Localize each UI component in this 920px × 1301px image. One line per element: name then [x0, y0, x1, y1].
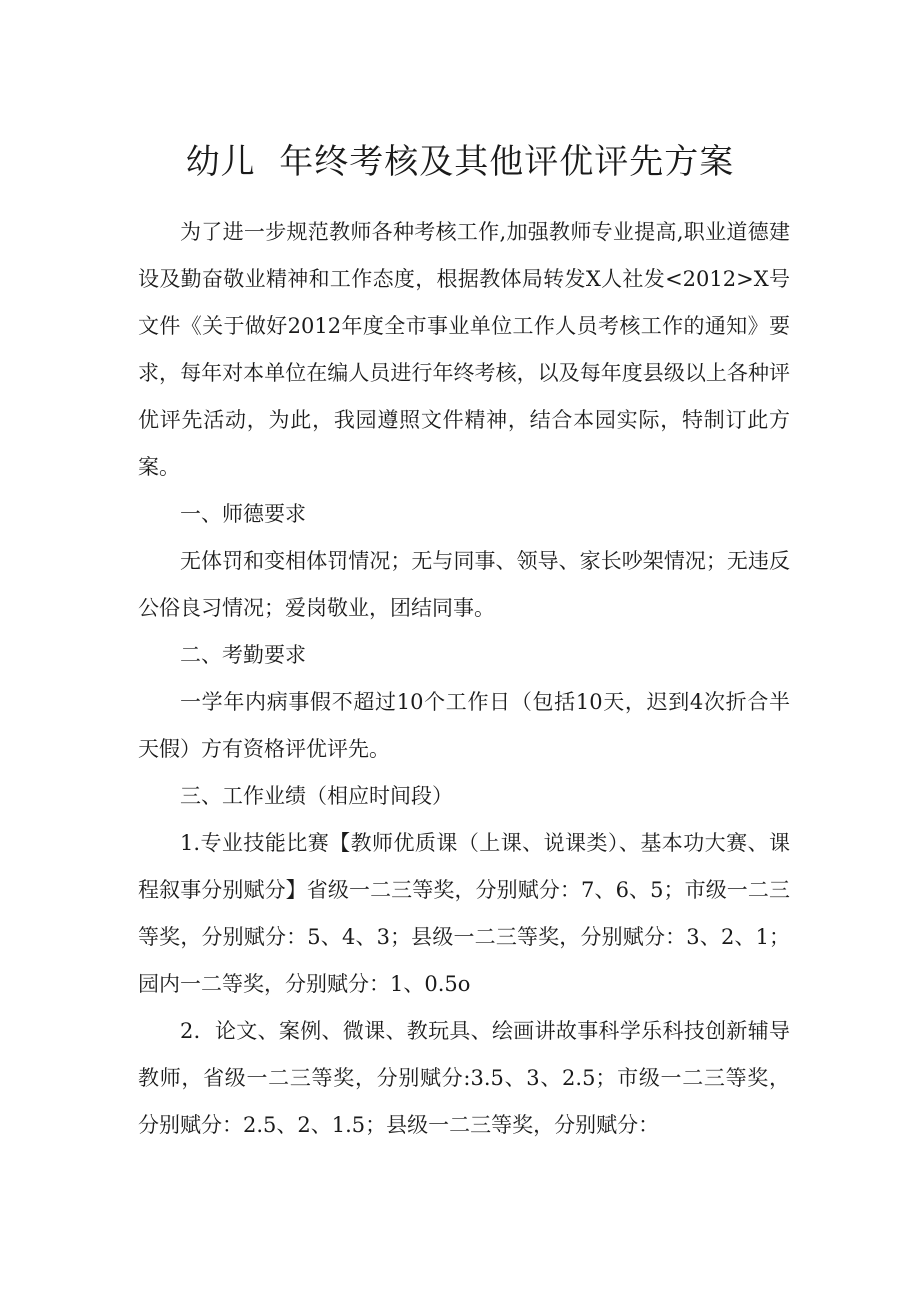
ethics-paragraph: 无体罚和变相体罚情况；无与同事、领导、家长吵架情况；无违反公俗良习情况；爱岗敬业，团结同事。	[138, 549, 790, 620]
attendance-paragraph: 一学年内病事假不超过10个工作日（包括10天，迟到4次折合半天假）方有资格评优评先。	[138, 690, 790, 761]
document-body	[138, 209, 790, 1149]
section-heading-performance: 三、工作业绩（相应时间段）	[180, 784, 453, 808]
section-heading-attendance: 二、考勤要求	[180, 643, 306, 667]
section-heading-ethics: 一、师德要求	[180, 502, 306, 526]
performance-item-2: 2．论文、案例、微课、教玩具、绘画讲故事科学乐科技创新辅导教师，省级一二三等奖，分别赋分:3.5、3、2.5；市级一二三等奖，分别赋分：2.5、2、1.5；县级一二三等奖，分别赋分：	[138, 1019, 790, 1137]
document-title: 幼儿 年终考核及其他评优评先方案	[185, 142, 735, 182]
performance-item-1: 1.专业技能比赛【教师优质课（上课、说课类）、基本功大赛、课程叙事分别赋分】省级一二三等奖，分别赋分：7、6、5；市级一二三等奖，分别赋分：5、4、3；县级一二三等奖，分别赋分：3、2、1；园内一二等奖，分别赋分：1、0.5o	[138, 831, 790, 996]
intro-paragraph: 为了进一步规范教师各种考核工作,加强教师专业提高,职业道德建设及勤奋敬业精神和工作态度，根据教体局转发X人社发<2012>X号文件《关于做好2012年度全市事业单位工作人员考核工作的通知》要求，每年对本单位在编人员进行年终考核，以及每年度县级以上各种评优评先活动，为此，我园遵照文件精神，结合本园实际，特制订此方案。	[138, 220, 790, 479]
